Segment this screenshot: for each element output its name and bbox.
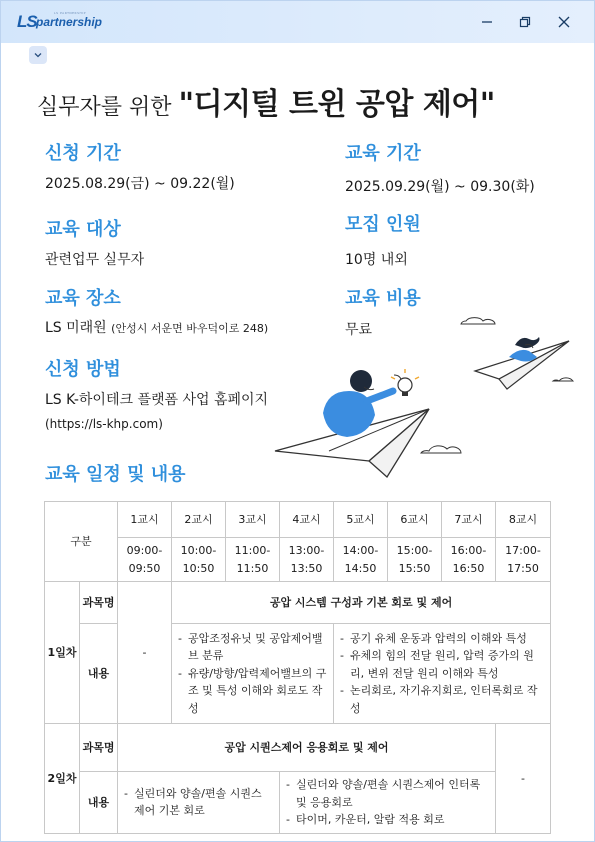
list-item: - 공기 유체 운동과 압력의 이해와 특성 (340, 630, 544, 648)
period-time-start: 15:00- (396, 543, 433, 557)
apply-method-label: 신청 방법 (45, 359, 121, 380)
day1-content-list-a (178, 630, 327, 718)
chevron-down-icon (34, 52, 42, 58)
period-time-start: 09:00- (126, 543, 163, 557)
headline-prefix: 실무자를 위한 (37, 95, 179, 120)
period-time-start: 17:00- (505, 543, 541, 557)
period-time-start: 10:00- (180, 543, 217, 557)
period-name-cell: 4교시 (280, 502, 334, 538)
period-time-cell (118, 538, 172, 582)
period-time-cell (496, 538, 551, 582)
day2-content-cell-a (118, 772, 280, 834)
content-label-cell: 내용 (80, 624, 118, 724)
ls-partnership-logo (17, 11, 127, 33)
day2-subject-row (45, 724, 551, 772)
day2-dash-cell: - (496, 724, 551, 834)
period-time-end: 13:50 (290, 561, 323, 575)
period-name-cell: 8교시 (496, 502, 551, 538)
period-time-cell (226, 538, 280, 582)
close-button[interactable] (550, 9, 578, 35)
restore-button[interactable] (511, 9, 539, 35)
day1-subject-cell: 공압 시스템 구성과 기본 회로 및 제어 (172, 582, 551, 624)
apply-method-value: LS K-하이테크 플랫폼 사업 홈페이지 (45, 392, 269, 408)
edu-period-value: 2025.09.29(월) ~ 09.30(화) (345, 179, 535, 195)
logo-partnership-text: partnership (36, 15, 103, 29)
period-time-start: 16:00- (450, 543, 487, 557)
period-time-end: 10:50 (182, 561, 215, 575)
place-label: 교육 장소 (45, 288, 121, 309)
day2-content-row (45, 772, 551, 834)
target-label: 교육 대상 (45, 219, 121, 240)
list-item: - 공압조정유닛 및 공압제어밸브 분류 (178, 630, 327, 665)
place-value-line (45, 317, 268, 337)
period-name-cell: 5교시 (334, 502, 388, 538)
subject-label-cell: 과목명 (80, 582, 118, 624)
day1-label-cell: 1일차 (45, 582, 80, 724)
paper-airplane-illustration (269, 301, 581, 481)
collapse-toggle-button[interactable] (29, 46, 47, 64)
minimize-icon (481, 16, 493, 28)
period-time-end: 14:50 (344, 561, 377, 575)
period-time-end: 17:50 (507, 561, 539, 575)
list-item: - 실린더와 양솔/편솔 시퀀스 제어 기본 회로 (124, 785, 273, 820)
period-time-cell (442, 538, 496, 582)
list-item: - 실린더와 양솔/편솔 시퀀스제어 인터록 및 응용회로 (286, 776, 489, 811)
title-bar (1, 1, 594, 43)
minimize-button[interactable] (473, 9, 501, 35)
day1-content-cell-a (172, 624, 334, 724)
day2-content-cell-b (280, 772, 496, 834)
recruit-value: 10명 내외 (345, 252, 408, 268)
period-time-cell (388, 538, 442, 582)
day2-content-list-a (124, 785, 273, 820)
period-name-cell: 3교시 (226, 502, 280, 538)
cost-value: 무료 (345, 322, 373, 338)
schedule-title: 교육 일정 및 내용 (45, 464, 186, 485)
table-time-row (45, 538, 551, 582)
period-time-end: 15:50 (398, 561, 431, 575)
cost-label: 교육 비용 (345, 288, 421, 309)
headline-title: "디지털 트윈 공압 제어" (178, 87, 495, 122)
period-name-cell: 7교시 (442, 502, 496, 538)
apply-period-value: 2025.08.29(금) ~ 09.22(월) (45, 176, 235, 192)
list-item: - 유체의 힘의 전달 원리, 압력 증가의 원리, 변위 전달 원리 이해와 특성 (340, 647, 544, 682)
period-time-cell (334, 538, 388, 582)
page-headline (37, 79, 495, 122)
apply-period-label: 신청 기간 (45, 143, 121, 164)
list-item: - 논리회로, 자기유지회로, 인터록회로 작성 (340, 682, 544, 717)
day1-content-list-b (340, 630, 544, 718)
logo-small-text: LS PARTNERSHIP (54, 11, 86, 15)
list-item: - 타이머, 카운터, 알람 적용 회로 (286, 811, 489, 829)
day2-subject-cell: 공압 시퀀스제어 응용회로 및 제어 (118, 724, 496, 772)
logo-ls-text: LS (17, 12, 37, 31)
close-icon (558, 16, 570, 28)
period-time-start: 14:00- (342, 543, 379, 557)
place-detail: (안성시 서운면 바우덕이로 248) (111, 322, 269, 335)
period-time-end: 16:50 (452, 561, 485, 575)
table-header-row (45, 502, 551, 538)
target-value: 관련업무 실무자 (45, 252, 145, 268)
subject-label-cell: 과목명 (80, 724, 118, 772)
recruit-label: 모집 인원 (345, 214, 421, 235)
period-name-cell: 1교시 (118, 502, 172, 538)
period-time-cell (280, 538, 334, 582)
header-label-cell: 구분 (45, 502, 118, 582)
period-name-cell: 6교시 (388, 502, 442, 538)
period-time-end: 11:50 (236, 561, 269, 575)
period-time-start: 11:00- (234, 543, 271, 557)
place-value: LS 미래원 (45, 320, 107, 336)
restore-icon (519, 16, 531, 28)
period-time-start: 13:00- (288, 543, 325, 557)
day2-content-list-b (286, 776, 489, 829)
day2-label-cell: 2일차 (45, 724, 80, 834)
day1-subject-row (45, 582, 551, 624)
edu-period-label: 교육 기간 (345, 143, 421, 164)
period-name-cell: 2교시 (172, 502, 226, 538)
period-time-cell (172, 538, 226, 582)
list-item: - 유량/방향/압력제어밸브의 구조 및 특성 이해와 회로도 작성 (178, 665, 327, 718)
schedule-table (44, 501, 551, 834)
period-time-end: 09:50 (128, 561, 161, 575)
apply-method-url: (https://ls-khp.com) (45, 417, 163, 431)
day1-dash-cell: - (118, 582, 172, 724)
content-label-cell: 내용 (80, 772, 118, 834)
day1-content-cell-b (334, 624, 551, 724)
